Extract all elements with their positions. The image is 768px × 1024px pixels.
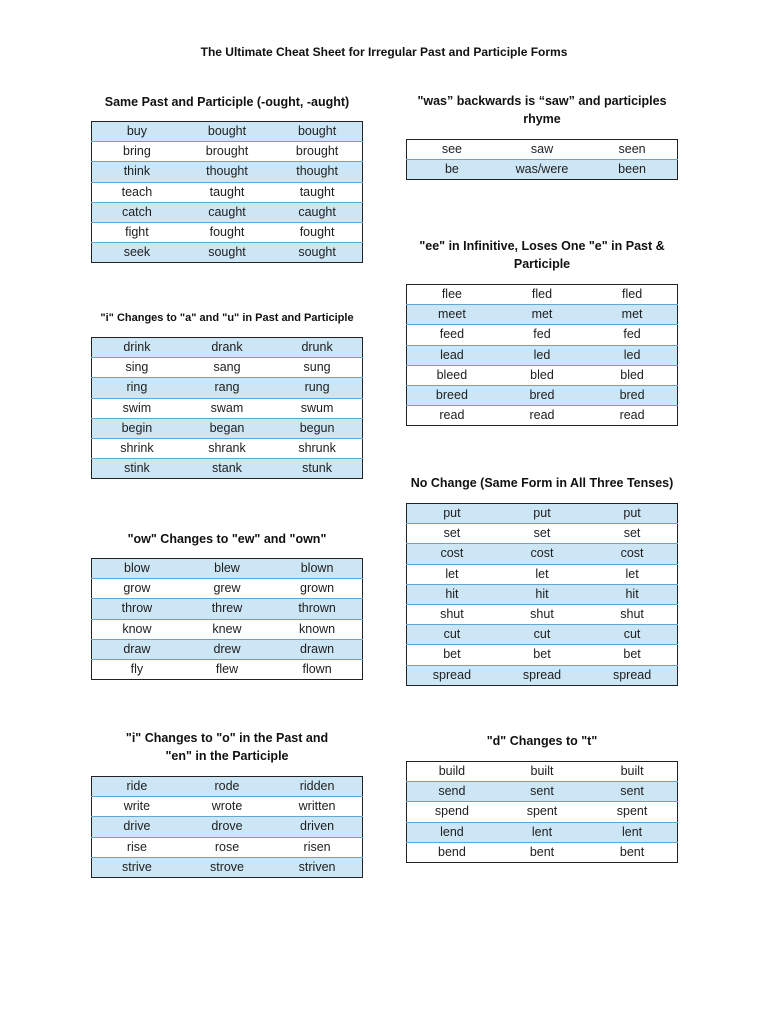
infinitive-cell: lend [407, 822, 497, 842]
infinitive-cell: breed [407, 385, 497, 405]
infinitive-cell: swim [92, 398, 182, 418]
participle-cell: cost [587, 544, 677, 564]
table-row [92, 358, 363, 378]
infinitive-cell: buy [92, 122, 182, 142]
page-title: The Ultimate Cheat Sheet for Irregular Past and Participle Forms [200, 45, 568, 59]
table-row [92, 559, 363, 579]
past-cell: saw [530, 142, 554, 157]
past-cell: drove [182, 817, 272, 837]
infinitive-cell: see [441, 142, 462, 157]
table-row [407, 584, 678, 604]
participle-cell: bled [587, 365, 677, 385]
table-row [407, 345, 678, 365]
past-cell: wrote [182, 797, 272, 817]
verb-table [91, 121, 363, 263]
table-row [92, 338, 363, 358]
past-cell: spent [497, 802, 587, 822]
section-i-a-u [91, 309, 363, 476]
infinitive-cell: be [407, 160, 497, 180]
table-row [407, 782, 678, 802]
table-row [92, 398, 363, 418]
infinitive-cell: hit [407, 584, 497, 604]
participle-cell: cut [587, 625, 677, 645]
past-cell: cost [497, 544, 587, 564]
participle-cell: put [587, 504, 677, 524]
past-cell: spread [497, 665, 587, 685]
table-row [92, 599, 363, 619]
past-cell: put [497, 504, 587, 524]
section-i-o-en [91, 729, 363, 874]
past-cell: stank [182, 459, 272, 479]
past-cell: drew [182, 639, 272, 659]
section-heading: "d" Changes to "t" [486, 734, 598, 748]
infinitive-cell: draw [92, 639, 182, 659]
heading-line: "ee" in Infinitive, Loses One "e" in Past & [419, 239, 665, 253]
past-cell: bought [182, 122, 272, 142]
past-cell: shut [497, 604, 587, 624]
verb-table [91, 558, 363, 680]
infinitive-cell: catch [92, 202, 182, 222]
past-cell: was/were [497, 160, 587, 180]
infinitive-cell: sing [92, 358, 182, 378]
table-row [407, 665, 678, 685]
infinitive-cell: blow [92, 559, 182, 579]
participle-cell: sung [272, 358, 362, 378]
section-heading: "ow" Changes to "ew" and "own" [127, 532, 327, 546]
infinitive-cell: spread [407, 665, 497, 685]
participle-cell: sought [272, 243, 362, 263]
infinitive-cell: ring [92, 378, 182, 398]
participle-cell: grown [272, 579, 362, 599]
verb-table [406, 503, 678, 686]
section-was-saw [406, 92, 678, 177]
infinitive-cell: drink [92, 338, 182, 358]
verb-table [406, 139, 678, 180]
table-row [92, 837, 363, 857]
infinitive-cell: cut [407, 625, 497, 645]
participle-cell: stunk [272, 459, 362, 479]
participle-cell: seen [618, 142, 646, 157]
participle-cell: fought [272, 222, 362, 242]
past-cell: caught [182, 202, 272, 222]
participle-cell: taught [272, 182, 362, 202]
table-row [407, 842, 678, 862]
participle-cell: set [587, 524, 677, 544]
infinitive-cell: bend [407, 842, 497, 862]
section-ee-e [406, 237, 678, 423]
participle-cell: written [272, 797, 362, 817]
participle-cell: built [620, 764, 644, 779]
table-row [407, 762, 678, 782]
section-heading [406, 92, 678, 128]
past-cell: thought [182, 162, 272, 182]
table-row [92, 857, 363, 877]
infinitive-cell: let [407, 564, 497, 584]
past-cell: began [182, 418, 272, 438]
table-row [92, 639, 363, 659]
heading-line: rhyme [523, 112, 561, 126]
participle-cell: fled [622, 287, 643, 302]
infinitive-cell: fight [92, 222, 182, 242]
participle-cell: read [587, 406, 677, 426]
table-row [92, 817, 363, 837]
section-no-change [406, 474, 678, 682]
past-cell: let [497, 564, 587, 584]
past-cell: knew [182, 619, 272, 639]
past-cell: fled [531, 287, 553, 302]
past-cell: bled [497, 365, 587, 385]
table-row [407, 285, 678, 305]
heading-line: Participle [513, 257, 571, 271]
table-row [407, 305, 678, 325]
participle-cell: drunk [272, 338, 362, 358]
infinitive-cell: teach [92, 182, 182, 202]
participle-cell: hit [587, 584, 677, 604]
table-row [407, 524, 678, 544]
infinitive-cell: put [407, 504, 497, 524]
infinitive-cell: bet [407, 645, 497, 665]
participle-cell: sent [587, 782, 677, 802]
table-row [407, 140, 678, 160]
participle-cell: driven [272, 817, 362, 837]
past-cell: rang [182, 378, 272, 398]
participle-cell: begun [272, 418, 362, 438]
participle-cell: bent [587, 842, 677, 862]
participle-cell: caught [272, 202, 362, 222]
participle-cell: drawn [272, 639, 362, 659]
past-cell: met [497, 305, 587, 325]
participle-cell: fed [587, 325, 677, 345]
table-row [407, 625, 678, 645]
past-cell: led [497, 345, 587, 365]
table-row [92, 378, 363, 398]
verb-table [91, 776, 363, 878]
past-cell: fed [497, 325, 587, 345]
past-cell: strove [182, 857, 272, 877]
table-row [92, 659, 363, 679]
infinitive-cell: bring [92, 142, 182, 162]
table-row [92, 619, 363, 639]
table-row [92, 797, 363, 817]
participle-cell: brought [272, 142, 362, 162]
verb-table [91, 337, 363, 479]
infinitive-cell: seek [92, 243, 182, 263]
participle-cell: led [587, 345, 677, 365]
past-cell: blew [182, 559, 272, 579]
table-row [407, 802, 678, 822]
table-row [407, 564, 678, 584]
past-cell: threw [182, 599, 272, 619]
past-cell: cut [497, 625, 587, 645]
table-row [92, 222, 363, 242]
section-heading [406, 237, 678, 273]
past-cell: read [497, 406, 587, 426]
section-ought [91, 93, 363, 260]
participle-cell: ridden [272, 777, 362, 797]
participle-cell: thought [272, 162, 362, 182]
participle-cell: spent [587, 802, 677, 822]
participle-cell: rung [272, 378, 362, 398]
past-cell: rode [182, 777, 272, 797]
infinitive-cell: begin [92, 418, 182, 438]
past-cell: shrank [182, 438, 272, 458]
participle-cell: shut [587, 604, 677, 624]
table-row [92, 418, 363, 438]
past-cell: built [530, 764, 554, 779]
table-row [92, 122, 363, 142]
infinitive-cell: build [438, 764, 466, 779]
participle-cell: let [587, 564, 677, 584]
table-row [407, 604, 678, 624]
past-cell: lent [497, 822, 587, 842]
infinitive-cell: shrink [92, 438, 182, 458]
participle-cell: lent [587, 822, 677, 842]
infinitive-cell: strive [92, 857, 182, 877]
infinitive-cell: shut [407, 604, 497, 624]
infinitive-cell: send [407, 782, 497, 802]
participle-cell: met [587, 305, 677, 325]
heading-line: "i" Changes to "o" in the Past and [125, 731, 329, 745]
table-row [92, 162, 363, 182]
past-cell: fought [182, 222, 272, 242]
table-row [92, 243, 363, 263]
past-cell: bred [497, 385, 587, 405]
past-cell: sought [182, 243, 272, 263]
infinitive-cell: fly [92, 659, 182, 679]
participle-cell: risen [272, 837, 362, 857]
table-row [92, 142, 363, 162]
participle-cell: been [587, 160, 677, 180]
infinitive-cell: think [92, 162, 182, 182]
table-row [92, 438, 363, 458]
past-cell: brought [182, 142, 272, 162]
section-heading: Same Past and Participle (-ought, -aught) [104, 95, 350, 109]
table-row [92, 777, 363, 797]
table-row [407, 822, 678, 842]
participle-cell: bet [587, 645, 677, 665]
past-cell: bet [497, 645, 587, 665]
heading-line: "was” backwards is “saw” and participles [417, 94, 667, 108]
table-row [407, 160, 678, 180]
infinitive-cell: flee [441, 287, 462, 302]
infinitive-cell: feed [407, 325, 497, 345]
infinitive-cell: stink [92, 459, 182, 479]
section-heading: No Change (Same Form in All Three Tenses) [410, 476, 674, 490]
infinitive-cell: read [407, 406, 497, 426]
participle-cell: flown [272, 659, 362, 679]
infinitive-cell: know [92, 619, 182, 639]
past-cell: sent [497, 782, 587, 802]
participle-cell: swum [272, 398, 362, 418]
table-row [407, 385, 678, 405]
section-ow-ew [91, 530, 363, 677]
infinitive-cell: bleed [407, 365, 497, 385]
participle-cell: spread [587, 665, 677, 685]
table-row [92, 182, 363, 202]
past-cell: rose [182, 837, 272, 857]
past-cell: flew [182, 659, 272, 679]
infinitive-cell: grow [92, 579, 182, 599]
past-cell: swam [182, 398, 272, 418]
past-cell: grew [182, 579, 272, 599]
infinitive-cell: write [92, 797, 182, 817]
past-cell: drank [182, 338, 272, 358]
table-row [407, 365, 678, 385]
infinitive-cell: set [407, 524, 497, 544]
participle-cell: bred [587, 385, 677, 405]
table-row [407, 504, 678, 524]
past-cell: taught [182, 182, 272, 202]
verb-table [406, 761, 678, 863]
participle-cell: shrunk [272, 438, 362, 458]
participle-cell: bought [272, 122, 362, 142]
table-row [92, 459, 363, 479]
section-d-t [406, 732, 678, 859]
participle-cell: striven [272, 857, 362, 877]
infinitive-cell: drive [92, 817, 182, 837]
table-row [92, 202, 363, 222]
table-row [92, 579, 363, 599]
infinitive-cell: ride [92, 777, 182, 797]
past-cell: hit [497, 584, 587, 604]
past-cell: sang [182, 358, 272, 378]
infinitive-cell: throw [92, 599, 182, 619]
infinitive-cell: meet [407, 305, 497, 325]
table-row [407, 544, 678, 564]
infinitive-cell: lead [407, 345, 497, 365]
participle-cell: blown [272, 559, 362, 579]
participle-cell: thrown [272, 599, 362, 619]
table-row [407, 325, 678, 345]
section-heading [91, 729, 363, 765]
verb-table [406, 284, 678, 426]
table-row [407, 406, 678, 426]
heading-line: "en" in the Participle [165, 749, 289, 763]
infinitive-cell: cost [407, 544, 497, 564]
section-heading: "i" Changes to "a" and "u" in Past and Participle [100, 312, 354, 324]
past-cell: bent [497, 842, 587, 862]
infinitive-cell: spend [407, 802, 497, 822]
past-cell: set [497, 524, 587, 544]
participle-cell: known [272, 619, 362, 639]
infinitive-cell: rise [92, 837, 182, 857]
table-row [407, 645, 678, 665]
